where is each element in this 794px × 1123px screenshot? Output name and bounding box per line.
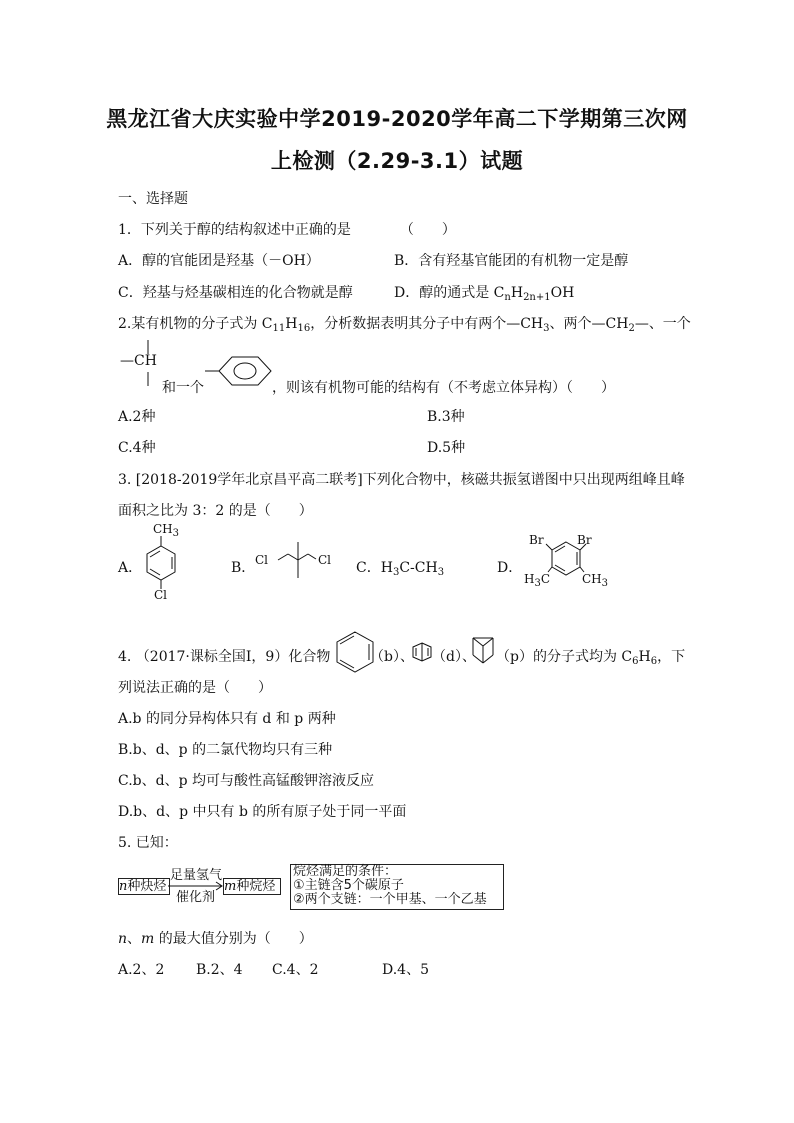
q3-d-ch3-label — [582, 572, 609, 589]
q2-option-b: B.3种 — [427, 409, 465, 425]
q2-option-d: D.5种 — [427, 440, 466, 456]
q5-box1-text: 种炔烃 — [127, 879, 167, 894]
q3-stem-line1: 3. [2018-2019学年北京昌平高二联考]下列化合物中，核磁共振氢谱图中只出现两组峰且峰 — [118, 472, 685, 488]
q5-question-tail: 的最大值分别为（ ） — [154, 931, 313, 947]
q2-stem-c: ，分析数据表明其分子中有两个—CH — [310, 316, 544, 332]
q4-p-tag-text: （p）的分子式均为 C — [496, 649, 633, 665]
ch-fragment-label: —CH — [120, 353, 157, 369]
q3-a-ch3-sub: 3 — [172, 528, 180, 539]
q2-stem-d: 、两个—CH — [549, 316, 629, 332]
q2-stem — [118, 313, 691, 333]
q4-h: H — [638, 649, 651, 665]
q2-sub3: 3 — [543, 323, 550, 334]
phenyl-ring-structure — [205, 354, 273, 388]
q5-box2-m: m — [224, 879, 237, 894]
q3-a-ch3: CH — [153, 522, 173, 536]
q3-c-sub2: 3 — [437, 567, 445, 578]
q1-stem: 1．下列关于醇的结构叙述中正确的是 （ ） — [118, 222, 456, 238]
q4-option-c: C.b、d、p 均可与酸性高锰酸钾溶液反应 — [118, 773, 374, 789]
q5-cond-2: ②两个支链：一个甲基、一个乙基 — [293, 892, 487, 907]
q4-option-b: B.b、d、p 的二氯代物均只有三种 — [118, 742, 333, 758]
q5-cond-1: ①主链含5个碳原子 — [293, 878, 404, 893]
q3-d-br-right: Br — [577, 533, 592, 547]
q5-question — [118, 928, 313, 948]
q4-option-a: A.b 的同分异构体只有 d 和 p 两种 — [118, 711, 336, 727]
q3-c-sub1: 3 — [392, 567, 400, 578]
q4-sub1: 6 — [632, 656, 639, 667]
q4-option-d: D.b、d、p 中只有 b 的所有原子处于同一平面 — [118, 804, 407, 820]
q3-d-ch3: CH — [582, 572, 602, 586]
q1-d-sub1: n — [504, 292, 511, 303]
q3-option-d: D． — [497, 560, 523, 576]
q5-alkyne-box — [118, 878, 170, 895]
q1-option-a: A．醇的官能团是羟基（－OH） — [118, 253, 320, 269]
q3-d-h3c-sub: 3 — [534, 578, 541, 589]
q5-box1-n: n — [119, 879, 128, 894]
q5-question-m: m — [141, 931, 155, 947]
q5-option-b: B.2、4 — [196, 962, 243, 978]
page-title-line2: 上检测（2.29-3.1）试题 — [270, 149, 524, 173]
q3-b-cl-right: Cl — [318, 553, 332, 567]
q3-a-cl-label: Cl — [154, 588, 168, 602]
q5-condition-box — [290, 864, 504, 910]
q3-c-label: C． — [356, 560, 381, 576]
q1-d-sub2: 2n+1 — [523, 292, 551, 303]
q5-stem: 5. 已知： — [118, 835, 178, 851]
q5-arrow-top-label: 足量氢气 — [170, 868, 223, 883]
q5-cond-title: 烷烃满足的条件： — [293, 864, 398, 879]
q1-option-c: C．羟基与烃基碳相连的化合物就是醇 — [118, 285, 353, 301]
q2-sub2: 16 — [297, 323, 311, 334]
q5-arrow-bottom-label: 催化剂 — [176, 890, 216, 905]
q3-option-b: B． — [231, 560, 256, 576]
q2-stem-tail: ，则该有机物可能的结构有（不考虑立体异构）（ ） — [272, 380, 615, 396]
q2-stem-a: 2.某有机物的分子式为 C — [118, 316, 273, 332]
q3-stem-line2: 面积之比为 3：2 的是（ ） — [118, 503, 313, 519]
q3-d-br-left: Br — [529, 533, 544, 547]
q2-stem-e: —、一个 — [634, 316, 691, 332]
q1-option-d — [394, 282, 574, 302]
q5-option-a: A.2、2 — [118, 962, 165, 978]
q4-stem-a: 4. （2017·课标全国Ⅰ，9）化合物 — [118, 649, 331, 665]
q2-option-c: C.4种 — [118, 440, 156, 456]
q3-c-cch: C-CH — [399, 560, 438, 576]
q4-d-tag: （d）、 — [432, 649, 476, 665]
q1-d-prefix: D．醇的通式是 C — [394, 285, 505, 301]
q3-d-h3c-label — [524, 572, 551, 589]
q2-and-one: 和一个 — [162, 380, 204, 396]
q4-stem-line2: 列说法正确的是（ ） — [118, 680, 272, 696]
q1-d-suffix: OH — [550, 285, 575, 301]
q1-d-mid: H — [510, 285, 524, 301]
page-title-line1: 黑龙江省大庆实验中学2019-2020学年高二下学期第三次网 — [106, 107, 688, 131]
q3-a-ch3-label — [153, 522, 180, 539]
q3-d-h3c-c: C — [540, 572, 551, 586]
q4-p-tag — [496, 646, 685, 666]
q5-option-d: D.4、5 — [382, 962, 429, 978]
q2-sub4: 2 — [628, 323, 635, 334]
q2-stem-b: H — [285, 316, 298, 332]
q5-question-n: n — [118, 931, 128, 947]
q2-option-a: A.2种 — [118, 409, 156, 425]
q3-d-ch3-sub: 3 — [601, 578, 609, 589]
q4-b-tag: （b）、 — [370, 649, 414, 665]
q3-option-c — [356, 557, 444, 577]
q1-option-b: B．含有羟基官能团的有机物一定是醇 — [394, 253, 629, 269]
q3-option-a: A． — [118, 560, 143, 576]
q2-sub1: 11 — [272, 323, 286, 334]
q5-alkane-box — [223, 878, 281, 895]
q4-sub2: 6 — [650, 656, 658, 667]
q3-c-h: H — [380, 560, 393, 576]
q4-p-prismane-structure — [470, 635, 496, 665]
q5-box2-text: 种烷烃 — [236, 879, 276, 894]
q3-b-cl-left: Cl — [255, 553, 269, 567]
q4-d-structure — [412, 642, 432, 662]
q5-question-sep: 、 — [127, 931, 142, 947]
q4-tail: ，下 — [657, 649, 686, 665]
q5-option-c: C.4、2 — [272, 962, 319, 978]
q3-d-h: H — [524, 572, 535, 586]
section-heading: 一、选择题 — [118, 191, 188, 207]
